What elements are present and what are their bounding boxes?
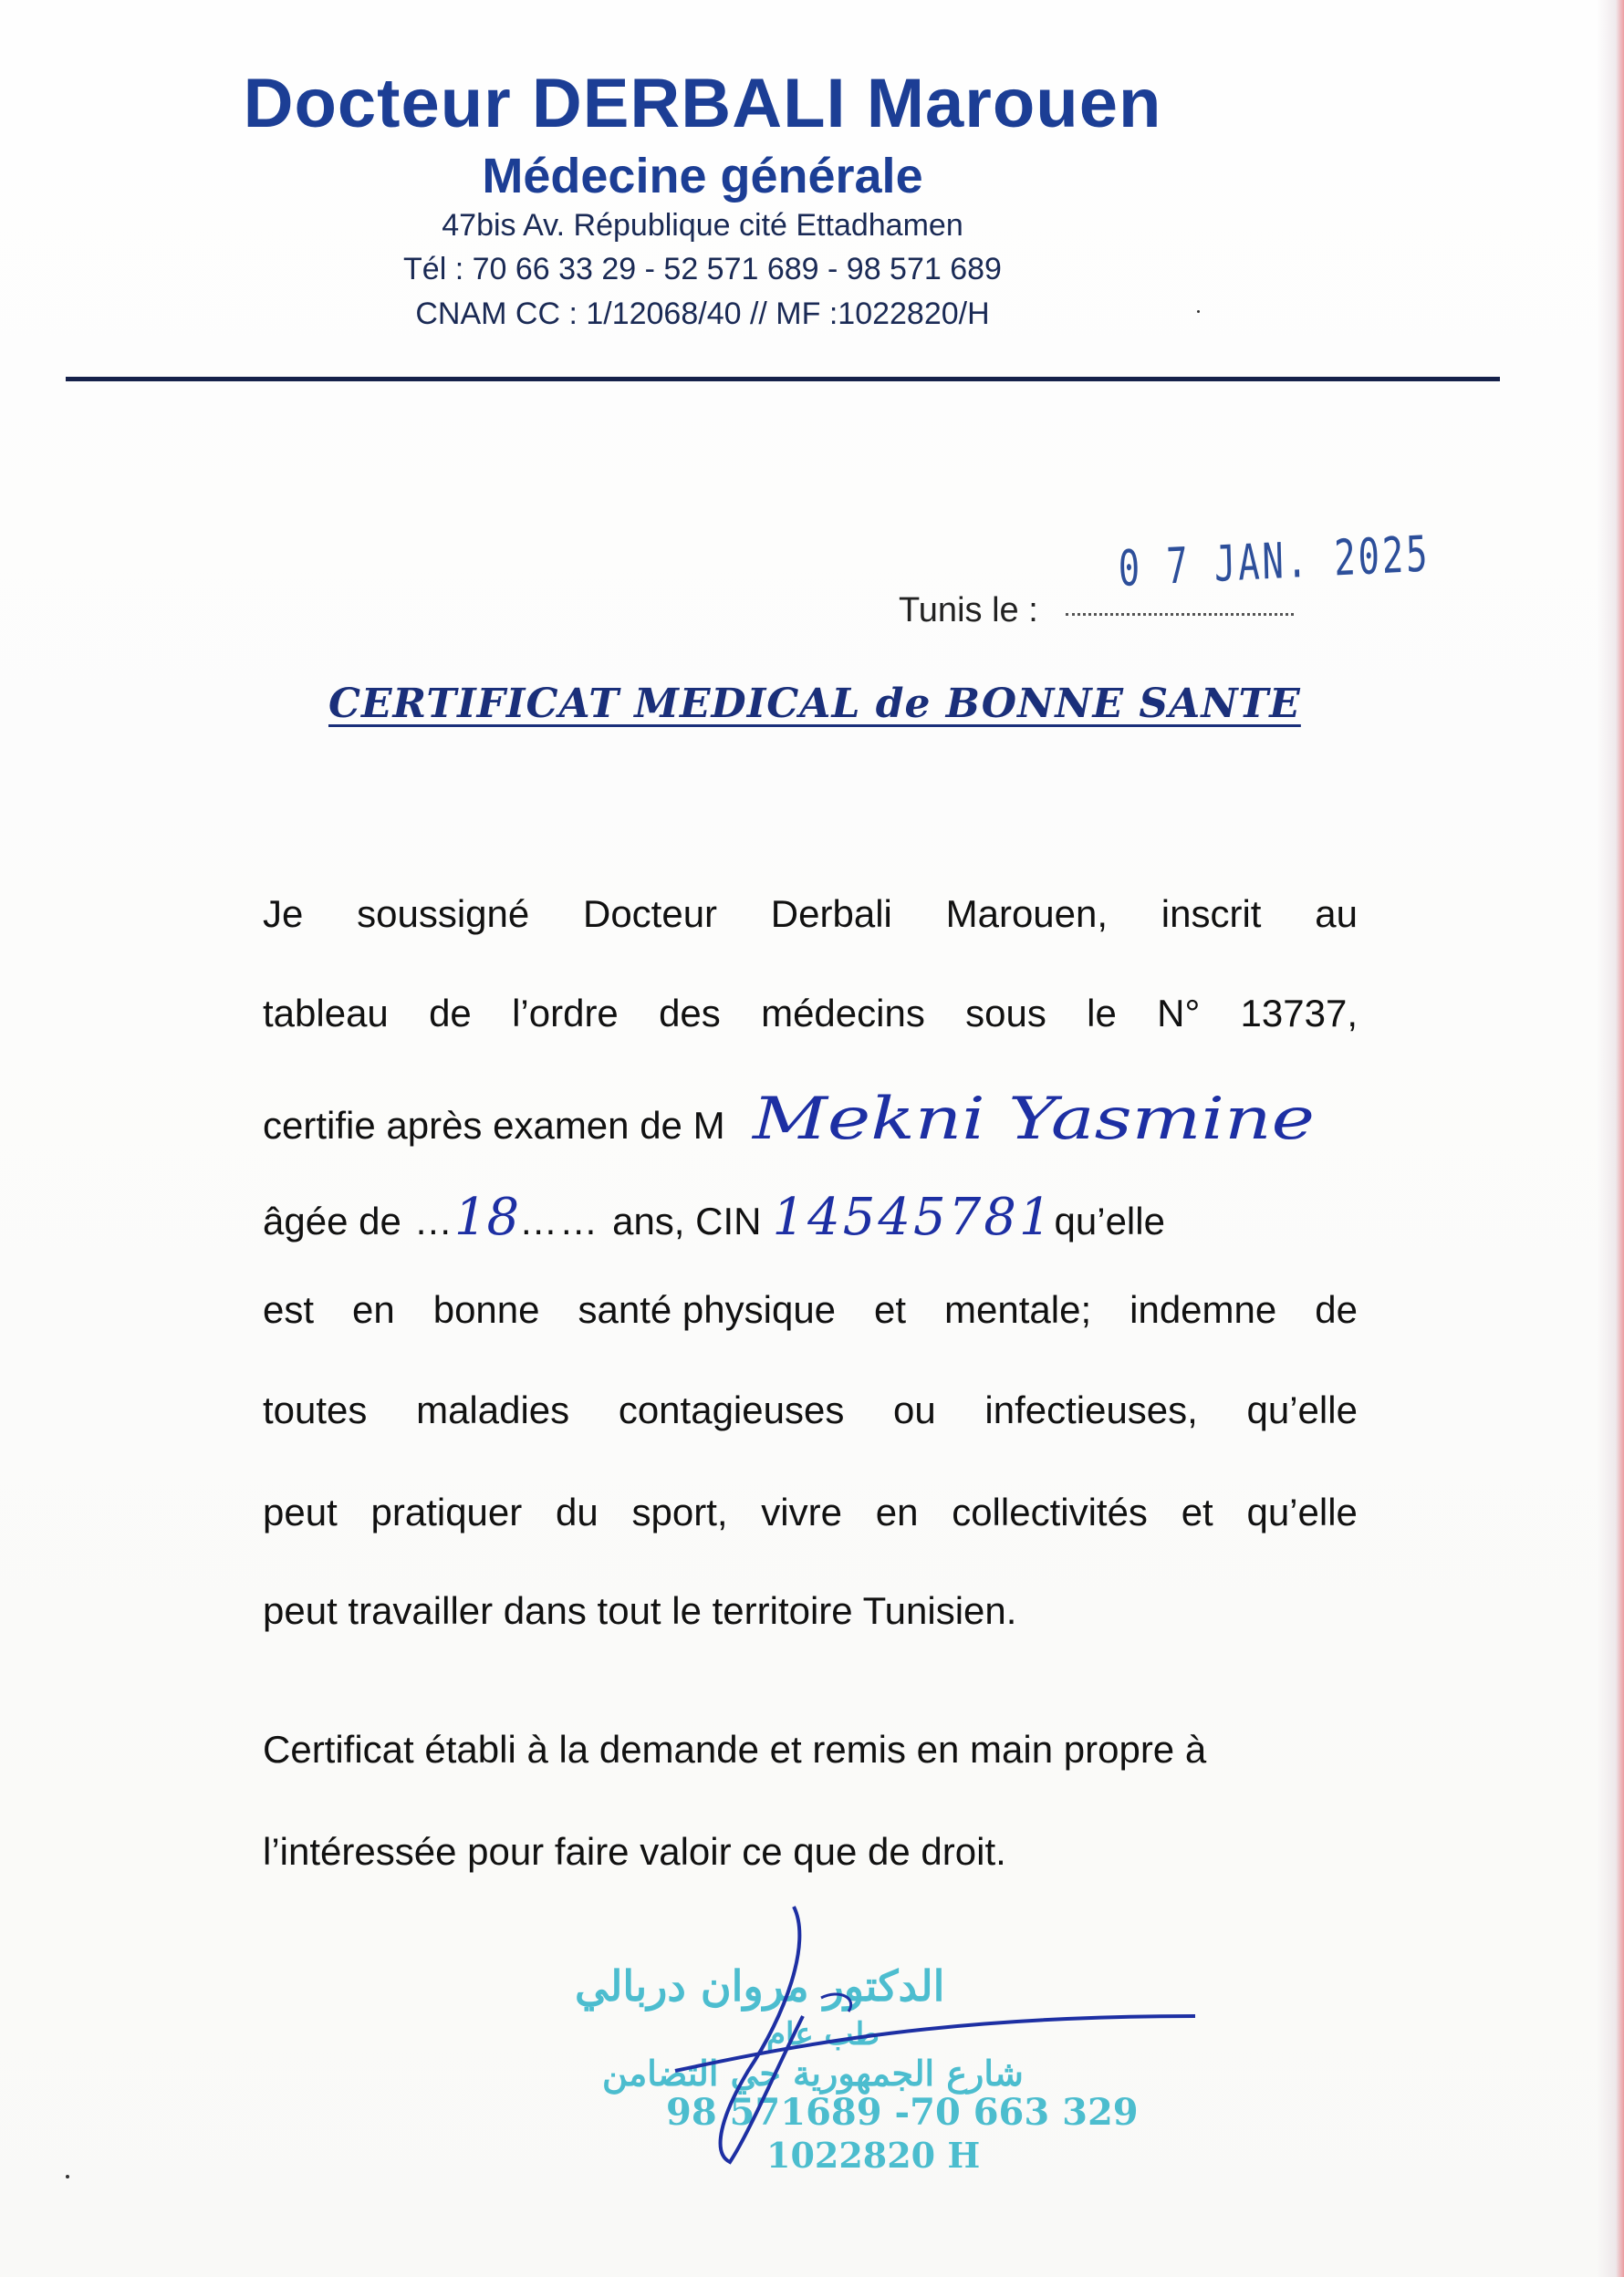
stamp-arabic-specialty: طب عام <box>766 2016 880 2053</box>
body-word: des <box>659 992 721 1035</box>
body-word: Marouen, <box>945 892 1109 935</box>
body-word: peut <box>263 1491 338 1534</box>
line4-suffix: qu’elle <box>1054 1200 1165 1242</box>
line4-mid: ans, CIN <box>612 1200 762 1242</box>
patient-cin: 14545781 <box>772 1188 1055 1247</box>
closing-line-1 <box>263 1728 1358 1772</box>
body-word: mentale; <box>944 1288 1092 1331</box>
body-word: santé physique <box>578 1288 837 1331</box>
phones: Tél : 70 66 33 29 - 52 571 689 - 98 571 689 <box>403 252 1002 286</box>
cnam-info: CNAM CC : 1/12068/40 // MF :1022820/H <box>415 296 990 331</box>
address: 47bis Av. République cité Ettadhamen <box>442 208 963 243</box>
body-word: qu’elle <box>1246 1388 1358 1431</box>
stamp-mf: 1022820 H <box>766 2135 981 2176</box>
body-word: en <box>875 1491 919 1534</box>
body-line-1 <box>263 892 1358 936</box>
body-word: Je <box>263 892 304 935</box>
body-word: sous <box>965 992 1046 1035</box>
body-word: infectieuses, <box>984 1388 1198 1431</box>
date-label: Tunis le : <box>899 591 1038 629</box>
body-word: et <box>874 1288 907 1331</box>
body-word: de <box>1315 1288 1358 1331</box>
stamp-arabic-address: شارع الجمهورية حي التضامن <box>602 2053 1024 2094</box>
body-line-7 <box>263 1491 1358 1534</box>
body-word: ou <box>893 1388 936 1431</box>
body-word: médecins <box>761 992 925 1035</box>
line3-prefix: certifie après examen de M <box>263 1104 725 1147</box>
closing2-text: l’intéressée pour faire valoir ce que de droit. <box>263 1830 1006 1873</box>
paper-speck <box>66 2175 69 2178</box>
body-word: est <box>263 1288 315 1331</box>
patient-name: Mekni Yasmine <box>752 1086 1315 1153</box>
line4-prefix: âgée de <box>263 1200 401 1242</box>
body-word: qu’elle <box>1246 1491 1358 1534</box>
body-word: sport, <box>631 1491 728 1534</box>
certificate-title: CERTIFICAT MEDICAL de BONNE SANTE <box>328 681 1301 727</box>
date-dotted-line <box>1066 613 1294 616</box>
page-edge <box>1597 0 1624 2277</box>
body-word: de <box>429 992 472 1035</box>
body-word: 13737, <box>1240 992 1358 1035</box>
body-word: l’ordre <box>512 992 619 1035</box>
body-word: indemne <box>1130 1288 1277 1331</box>
body-word: collectivités <box>952 1491 1148 1534</box>
body-word: au <box>1315 892 1358 935</box>
header-divider <box>66 377 1500 381</box>
body-word: tableau <box>263 992 389 1035</box>
body-line-3 <box>263 1086 1358 1153</box>
body-word: Docteur <box>582 892 718 935</box>
paper-speck <box>1197 310 1200 313</box>
body-word: le <box>1087 992 1117 1035</box>
date-stamp: 0 7 JAN. 2025 <box>1118 525 1431 598</box>
doctor-name: Docteur DERBALI Marouen <box>243 65 1162 142</box>
body-line-6 <box>263 1388 1358 1432</box>
body-line-4: âgée de … 18 …… ans, CIN 14545781 qu’elle <box>263 1188 1165 1247</box>
signature <box>566 1888 1223 2180</box>
body-word: soussigné <box>357 892 530 935</box>
body-word: vivre <box>761 1491 842 1534</box>
body-word: toutes <box>263 1388 368 1431</box>
stamp-arabic-name: الدكتور مروان دربالي <box>575 1961 945 2011</box>
body-word: bonne <box>432 1288 540 1331</box>
patient-age: 18 <box>453 1188 520 1247</box>
body-line-2 <box>263 992 1358 1035</box>
line8-text: peut travailler dans tout le territoire Tunisien. <box>263 1589 1017 1632</box>
stamp-numbers: 98 571689 -70 663 329 <box>666 2091 1139 2134</box>
body-word: contagieuses <box>618 1388 845 1431</box>
specialty: Médecine générale <box>482 149 923 203</box>
body-line-8 <box>263 1589 1358 1633</box>
body-word: et <box>1181 1491 1213 1534</box>
body-word: maladies <box>416 1388 570 1431</box>
body-word: du <box>556 1491 599 1534</box>
body-word: pratiquer <box>370 1491 523 1534</box>
body-word: inscrit <box>1161 892 1262 935</box>
signature-stamp-area <box>566 1888 1223 2180</box>
body-word: N° <box>1157 992 1201 1035</box>
closing1-text: Certificat établi à la demande et remis en main propre à <box>263 1728 1207 1771</box>
body-line-5 <box>263 1288 1358 1332</box>
closing-line-2 <box>263 1830 1358 1874</box>
body-word: en <box>352 1288 395 1331</box>
body-word: Derbali <box>770 892 892 935</box>
